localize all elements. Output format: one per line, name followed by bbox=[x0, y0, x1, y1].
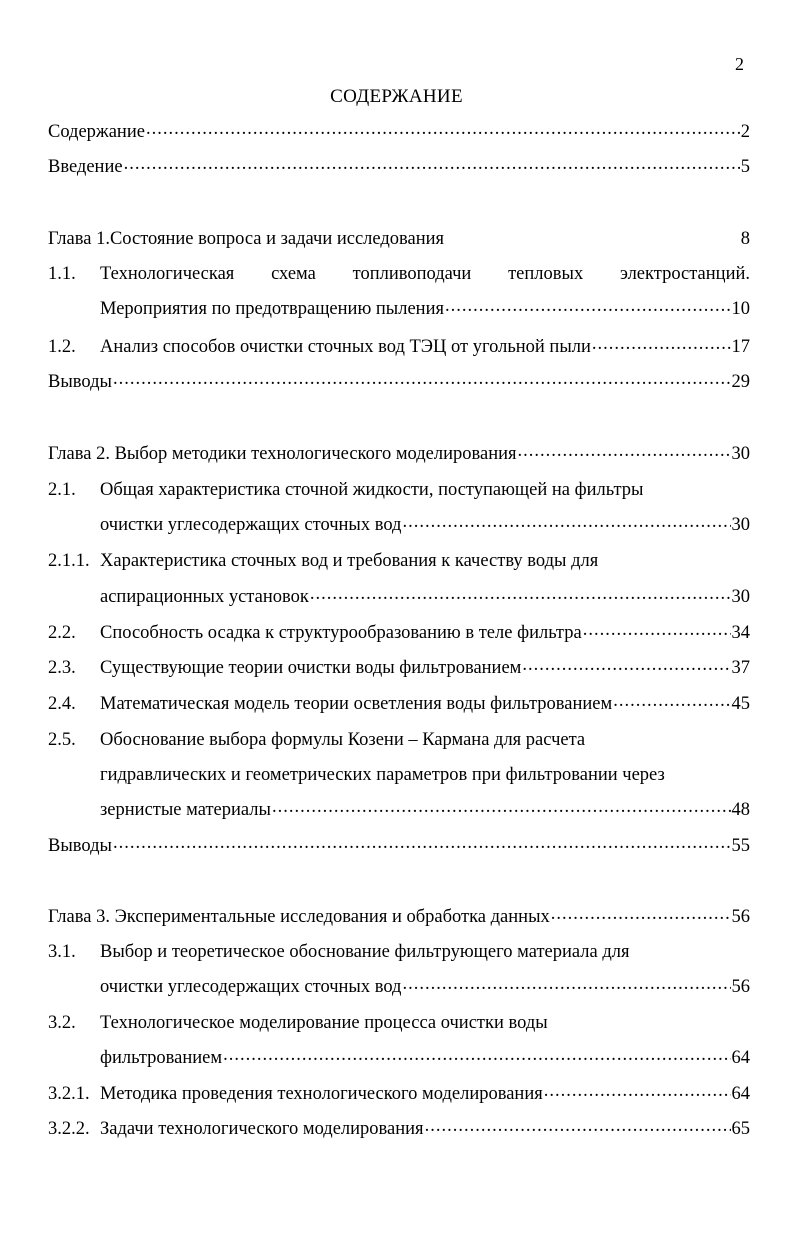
toc-entry-2-4[interactable] bbox=[48, 692, 750, 716]
dot-leader bbox=[124, 155, 740, 179]
toc-entry-text: Задачи технологического моделирования bbox=[100, 1119, 424, 1139]
toc-entry-1-1[interactable] bbox=[48, 262, 750, 286]
dot-leader bbox=[518, 442, 731, 466]
toc-entry-text: Технологическая схема топливоподачи тепловых электростанций. bbox=[100, 264, 750, 284]
dot-leader bbox=[310, 585, 731, 609]
page-title: СОДЕРЖАНИЕ bbox=[330, 86, 463, 107]
toc-entry-chapter-3[interactable] bbox=[48, 905, 750, 929]
section-number: 3.2. bbox=[48, 1013, 76, 1033]
toc-entry-2-1[interactable] bbox=[48, 478, 750, 502]
section-number: 3.2.1. bbox=[48, 1084, 90, 1104]
dot-leader bbox=[223, 1046, 730, 1070]
section-number: 1.2. bbox=[48, 337, 76, 357]
toc-entry-2-2[interactable] bbox=[48, 621, 750, 645]
dot-leader bbox=[445, 297, 731, 321]
toc-entry-2-5-cont[interactable] bbox=[100, 763, 750, 787]
toc-page-number: 29 bbox=[731, 372, 750, 392]
toc-page-number: 30 bbox=[731, 515, 750, 535]
toc-entry-text: Характеристика сточных вод и требования к качеству воды для bbox=[100, 551, 599, 571]
toc-entry-chapter-1[interactable] bbox=[48, 227, 750, 251]
section-number: 3.2.2. bbox=[48, 1119, 90, 1139]
section-number: 1.1. bbox=[48, 264, 76, 284]
toc-entry-text: Содержание bbox=[48, 122, 145, 142]
toc-entry-text: Глава 1.Состояние вопроса и задачи исследования bbox=[48, 229, 445, 249]
toc-entry-3-2-1[interactable] bbox=[48, 1082, 750, 1106]
toc-entry-2-5-cont2[interactable] bbox=[100, 798, 750, 822]
toc-page-number: 30 bbox=[731, 587, 750, 607]
toc-entry-text: очистки углесодержащих сточных вод bbox=[100, 977, 402, 997]
toc-entry-conclusions-1[interactable] bbox=[48, 370, 750, 394]
toc-entry-text: зернистые материалы bbox=[100, 800, 271, 820]
toc-entry-3-1-cont[interactable] bbox=[100, 975, 750, 999]
section-number: 2.5. bbox=[48, 730, 76, 750]
dot-leader bbox=[402, 975, 730, 999]
dot-leader bbox=[402, 513, 730, 537]
toc-page-number: 64 bbox=[731, 1048, 750, 1068]
dot-leader bbox=[522, 656, 730, 680]
toc-entry-text: очистки углесодержащих сточных вод bbox=[100, 515, 402, 535]
toc-entry-text: Обоснование выбора формулы Козени – Кармана для расчета bbox=[100, 730, 586, 750]
toc-entry-text: Мероприятия по предотвращению пыления bbox=[100, 299, 444, 319]
section-number: 3.1. bbox=[48, 942, 76, 962]
toc-entry-conclusions-2[interactable] bbox=[48, 834, 750, 858]
toc-entry-chapter-2[interactable] bbox=[48, 442, 750, 466]
dot-leader bbox=[551, 905, 731, 929]
toc-page-number: 56 bbox=[731, 977, 750, 997]
toc-page-number: 56 bbox=[731, 907, 750, 927]
toc-entry-text: Математическая модель теории осветления воды фильтрованием bbox=[100, 694, 613, 714]
toc-entry-text: Глава 2. Выбор методики технологического моделирования bbox=[48, 444, 517, 464]
dot-leader bbox=[544, 1082, 731, 1106]
section-number: 2.3. bbox=[48, 658, 76, 678]
toc-entry-2-1-cont[interactable] bbox=[100, 513, 750, 537]
toc-entry-1-2[interactable] bbox=[48, 335, 750, 359]
dot-leader bbox=[113, 370, 731, 394]
toc-entry-2-5[interactable] bbox=[48, 728, 750, 752]
toc-entry-3-2-cont[interactable] bbox=[100, 1046, 750, 1070]
toc-entry-contents[interactable] bbox=[48, 120, 750, 144]
dot-leader bbox=[583, 621, 731, 645]
page-number: 2 bbox=[735, 54, 744, 74]
toc-page-number: 55 bbox=[731, 836, 750, 856]
toc-page-number: 45 bbox=[731, 694, 750, 714]
section-number: 2.1. bbox=[48, 480, 76, 500]
toc-page-number: 64 bbox=[731, 1084, 750, 1104]
section-number: 2.1.1. bbox=[48, 551, 90, 571]
dot-leader bbox=[425, 1117, 731, 1141]
toc-entry-intro[interactable] bbox=[48, 155, 750, 179]
dot-leader bbox=[146, 120, 740, 144]
toc-page-number: 34 bbox=[731, 623, 750, 643]
toc-entry-3-2[interactable] bbox=[48, 1011, 750, 1035]
dot-leader bbox=[113, 834, 731, 858]
toc-entry-text: Выбор и теоретическое обоснование фильтрующего материала для bbox=[100, 942, 630, 962]
toc-entry-3-1[interactable] bbox=[48, 940, 750, 964]
toc-page-number: 17 bbox=[731, 337, 750, 357]
toc-entry-text: гидравлических и геометрических параметров при фильтровании через bbox=[100, 765, 665, 785]
toc-entry-3-2-2[interactable] bbox=[48, 1117, 750, 1141]
toc-entry-text: Методика проведения технологического моделирования bbox=[100, 1084, 543, 1104]
toc-entry-text: Существующие теории очистки воды фильтрованием bbox=[100, 658, 522, 678]
dot-leader bbox=[272, 798, 731, 822]
section-number: 2.4. bbox=[48, 694, 76, 714]
toc-entry-text: Глава 3. Экспериментальные исследования и обработка данных bbox=[48, 907, 550, 927]
toc-entry-2-3[interactable] bbox=[48, 656, 750, 680]
toc-page-number: 5 bbox=[740, 157, 750, 177]
toc-entry-text: аспирационных установок bbox=[100, 587, 309, 607]
toc-page-number: 65 bbox=[731, 1119, 750, 1139]
dot-leader bbox=[592, 335, 731, 359]
toc-page-number: 2 bbox=[740, 122, 750, 142]
toc-page-number: 30 bbox=[731, 444, 750, 464]
toc-entry-text: Выводы bbox=[48, 372, 112, 392]
toc-page-number: 8 bbox=[740, 229, 750, 249]
toc-page-number: 37 bbox=[731, 658, 750, 678]
toc-entry-text: Способность осадка к структурообразованию в теле фильтра bbox=[100, 623, 582, 643]
toc-entry-text: Анализ способов очистки сточных вод ТЭЦ от угольной пыли bbox=[100, 337, 591, 357]
toc-entry-text: Введение bbox=[48, 157, 123, 177]
toc-entry-text: Выводы bbox=[48, 836, 112, 856]
toc-entry-2-1-1-cont[interactable] bbox=[100, 585, 750, 609]
section-number: 2.2. bbox=[48, 623, 76, 643]
dot-leader bbox=[613, 692, 730, 716]
toc-entry-2-1-1[interactable] bbox=[48, 549, 750, 573]
toc-entry-1-1-cont[interactable] bbox=[100, 297, 750, 321]
toc-entry-text: Технологическое моделирование процесса очистки воды bbox=[100, 1013, 548, 1033]
toc-page-number: 48 bbox=[731, 800, 750, 820]
toc-page-number: 10 bbox=[731, 299, 750, 319]
toc-entry-text: Общая характеристика сточной жидкости, поступающей на фильтры bbox=[100, 480, 644, 500]
toc-entry-text: фильтрованием bbox=[100, 1048, 223, 1068]
